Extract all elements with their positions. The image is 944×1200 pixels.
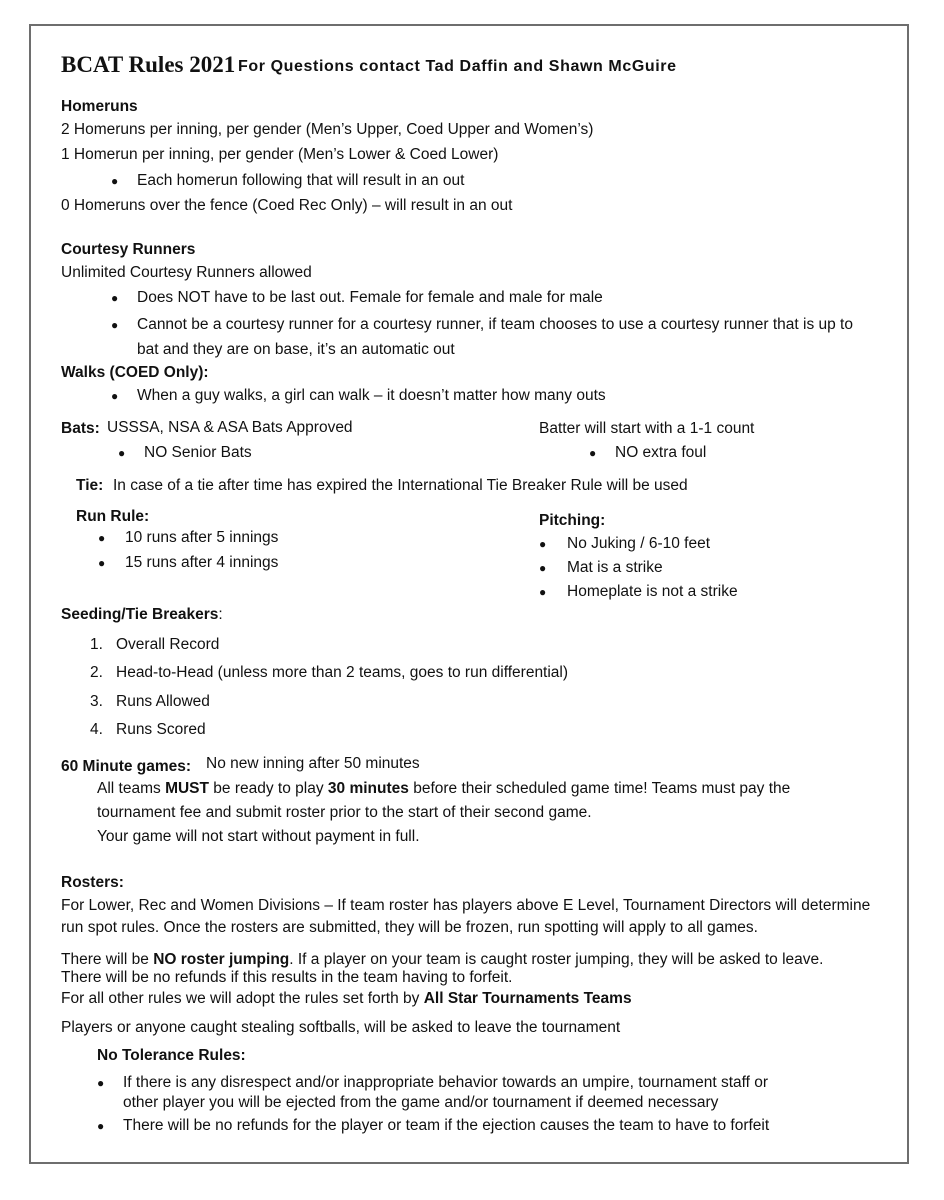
jump-a: There will be bbox=[61, 951, 154, 968]
bullet-icon: ● bbox=[97, 1119, 105, 1133]
rosters-line-2: run spot rules. Once the rosters are submitted, they will be frozen, run spotting will apply to all games. bbox=[61, 919, 758, 936]
pitching-item-3: Homeplate is not a strike bbox=[567, 583, 738, 600]
courtesy-bullet-2-line-1: Cannot be a courtesy runner for a courtesy runner, if team chooses to use a courtesy runner that is up to bbox=[137, 316, 853, 333]
courtesy-heading: Courtesy Runners bbox=[61, 241, 196, 258]
seeding-item-4: Runs Scored bbox=[116, 721, 206, 738]
seeding-number-4: 4. bbox=[90, 721, 103, 738]
bullet-icon: ● bbox=[111, 174, 119, 188]
stealing-line: Players or anyone caught stealing softballs, will be asked to leave the tournament bbox=[61, 1019, 621, 1036]
games-must: MUST bbox=[165, 780, 209, 797]
jump-b: . If a player on your team is caught roster jumping, they will be asked to leave. bbox=[289, 951, 824, 968]
games-p2: be ready to play bbox=[208, 780, 328, 797]
bullet-icon: ● bbox=[118, 446, 126, 460]
seeding-heading bbox=[61, 605, 223, 625]
games-paragraph-line-3: Your game will not start without payment in full. bbox=[97, 828, 420, 845]
all-star-tournaments: All Star Tournaments Teams bbox=[423, 990, 632, 1007]
seeding-heading-colon: : bbox=[218, 606, 223, 623]
homeruns-line-1: 2 Homeruns per inning, per gender (Men’s Upper, Coed Upper and Women’s) bbox=[61, 121, 594, 138]
bullet-icon: ● bbox=[111, 389, 119, 403]
walks-bullet: When a guy walks, a girl can walk – it doesn’t matter how many outs bbox=[137, 387, 606, 404]
seeding-number-2: 2. bbox=[90, 664, 103, 681]
seeding-heading-text: Seeding/Tie Breakers bbox=[61, 606, 219, 623]
tolerance-bullet-1-line-1: If there is any disrespect and/or inappropriate behavior towards an umpire, tournament staff or bbox=[123, 1074, 769, 1091]
homeruns-bullet: Each homerun following that will result in an out bbox=[137, 172, 465, 189]
refund-line: There will be no refunds if this results in the team having to forfeit. bbox=[61, 969, 513, 986]
bullet-icon: ● bbox=[98, 556, 106, 570]
pitching-item-1: No Juking / 6-10 feet bbox=[567, 535, 711, 552]
rosters-heading: Rosters: bbox=[61, 874, 124, 891]
contact-line: For Questions contact Tad Daffin and Shawn McGuire bbox=[238, 58, 677, 75]
run-rule-item-1: 10 runs after 5 innings bbox=[125, 529, 279, 546]
tie-text: In case of a tie after time has expired the International Tie Breaker Rule will be used bbox=[113, 477, 688, 494]
bats-bullet: NO Senior Bats bbox=[144, 444, 252, 461]
other-a: For all other rules we will adopt the rules set forth by bbox=[61, 990, 424, 1007]
games-paragraph-line-1 bbox=[97, 779, 790, 799]
rosters-line-1: For Lower, Rec and Women Divisions – If team roster has players above E Level, Tournament Directors will determine bbox=[61, 897, 871, 914]
seeding-number-3: 3. bbox=[90, 693, 103, 710]
tie-label: Tie: bbox=[76, 477, 104, 494]
tolerance-bullet-2: There will be no refunds for the player or team if the ejection causes the team to have to forfeit bbox=[123, 1117, 770, 1134]
bullet-icon: ● bbox=[98, 531, 106, 545]
homeruns-line-3: 0 Homeruns over the fence (Coed Rec Only) – will result in an out bbox=[61, 197, 513, 214]
bullet-icon: ● bbox=[539, 537, 547, 551]
games-paragraph-line-2: tournament fee and submit roster prior to the start of their second game. bbox=[97, 804, 592, 821]
homeruns-line-2: 1 Homerun per inning, per gender (Men’s Lower & Coed Lower) bbox=[61, 146, 499, 163]
count-bullet: NO extra foul bbox=[615, 444, 707, 461]
games-text: No new inning after 50 minutes bbox=[206, 755, 420, 772]
bullet-icon: ● bbox=[589, 446, 597, 460]
other-rules-line bbox=[61, 989, 632, 1009]
tolerance-bullet-1-line-2: other player you will be ejected from the game and/or tournament if deemed necessary bbox=[123, 1094, 719, 1111]
games-p3: before their scheduled game time! Teams must pay the bbox=[408, 780, 791, 797]
no-roster-jumping: NO roster jumping bbox=[153, 951, 290, 968]
run-rule-item-2: 15 runs after 4 innings bbox=[125, 554, 279, 571]
games-30-minutes: 30 minutes bbox=[327, 780, 409, 797]
document-title: BCAT Rules 2021 bbox=[61, 52, 236, 77]
games-heading: 60 Minute games: bbox=[61, 758, 192, 775]
pitching-item-2: Mat is a strike bbox=[567, 559, 663, 576]
run-rule-heading: Run Rule: bbox=[76, 508, 150, 525]
seeding-item-2: Head-to-Head (unless more than 2 teams, goes to run differential) bbox=[116, 664, 569, 681]
walks-heading: Walks (COED Only): bbox=[61, 364, 209, 381]
tolerance-heading: No Tolerance Rules: bbox=[97, 1047, 246, 1064]
bullet-icon: ● bbox=[111, 291, 119, 305]
games-p1: All teams bbox=[97, 780, 166, 797]
courtesy-bullet-2-line-2: bat and they are on base, it’s an automatic out bbox=[137, 341, 455, 358]
courtesy-bullet-1: Does NOT have to be last out. Female for female and male for male bbox=[137, 289, 603, 306]
homeruns-heading: Homeruns bbox=[61, 98, 138, 115]
pitching-heading: Pitching: bbox=[539, 512, 606, 529]
bats-label: Bats: bbox=[61, 420, 100, 437]
bullet-icon: ● bbox=[539, 585, 547, 599]
courtesy-intro: Unlimited Courtesy Runners allowed bbox=[61, 264, 312, 281]
count-text: Batter will start with a 1-1 count bbox=[539, 420, 755, 437]
bullet-icon: ● bbox=[111, 318, 119, 332]
seeding-item-3: Runs Allowed bbox=[116, 693, 210, 710]
roster-jumping-line bbox=[61, 950, 823, 970]
bullet-icon: ● bbox=[97, 1076, 105, 1090]
seeding-number-1: 1. bbox=[90, 636, 103, 653]
bats-text: USSSA, NSA & ASA Bats Approved bbox=[107, 419, 353, 436]
bullet-icon: ● bbox=[539, 561, 547, 575]
seeding-item-1: Overall Record bbox=[116, 636, 220, 653]
